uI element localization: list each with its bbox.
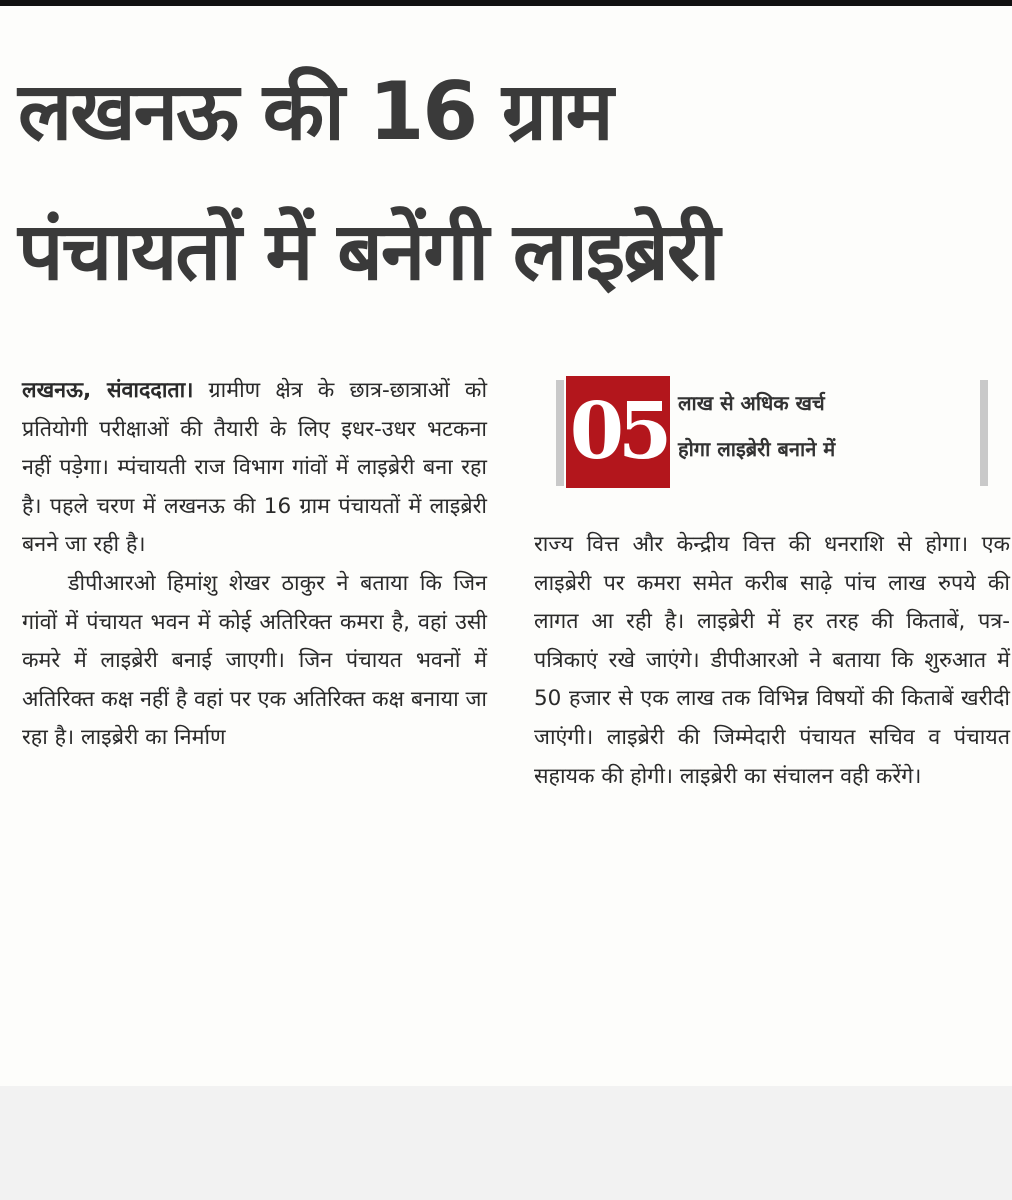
fact-box	[556, 376, 996, 500]
right-column	[534, 526, 1010, 796]
right-paragraph-1: राज्य वित्त और केन्द्रीय वित्त की धनराशि से होगा। एक लाइब्रेरी पर कमरा समेत करीब साढ़े पांच लाख रुपये की लागत आ रही है। लाइब्रेरी में हर तरह की किताबें, पत्र-पत्रिकाएं रखे जाएंगे। डीपीआरओ ने बताया कि शुरुआत में 50 हजार से एक लाख तक विभिन्न विषयों की किताबें खरीदी जाएंगी। लाइब्रेरी की जिम्मेदारी पंचायत सचिव व पंचायत सहायक की होगी। लाइब्रेरी का संचालन वही करेंगे।	[534, 532, 1010, 789]
dateline: लखनऊ, संवाददाता।	[22, 378, 194, 403]
left-paragraph-1	[22, 372, 487, 565]
left-paragraph-2: डीपीआरओ हिमांशु शेखर ठाकुर ने बताया कि जिन गांवों में पंचायत भवन में कोई अतिरिक्त कमरा है, वहां उसी कमरे में लाइब्रेरी बनाई जाएगी। जिन पंचायत भवनों में अतिरिक्त कक्ष नहीं है वहां पर एक अतिरिक्त कक्ष बनाया जा रहा है। लाइब्रेरी का निर्माण	[22, 570, 487, 751]
fact-box-left-bar	[556, 380, 564, 486]
left-column	[22, 372, 487, 758]
fact-box-number: 05	[566, 376, 670, 488]
bottom-band	[0, 1086, 1012, 1200]
fact-box-line-2: होगा लाइब्रेरी बनाने में	[678, 437, 836, 461]
left-paragraph-1-text: ग्रामीण क्षेत्र के छात्र-छात्राओं को प्रतियोगी परीक्षाओं की तैयारी के लिए इधर-उधर भटकना नहीं पड़ेगा। म्पंचायती राज विभाग गांवों में लाइब्रेरी बना रहा है। पहले चरण में लखनऊ की 16 ग्राम पंचायतों में लाइब्रेरी बनने जा रही है।	[22, 378, 488, 558]
fact-box-text	[678, 380, 978, 472]
headline-line-2: पंचायतों में बनेंगी लाइब्रेरी	[18, 205, 719, 298]
headline-line-1: लखनऊ की 16 ग्राम	[18, 65, 612, 158]
fact-box-right-bar	[980, 380, 988, 486]
headline	[18, 42, 994, 322]
fact-box-line-1: लाख से अधिक खर्च	[678, 391, 825, 415]
